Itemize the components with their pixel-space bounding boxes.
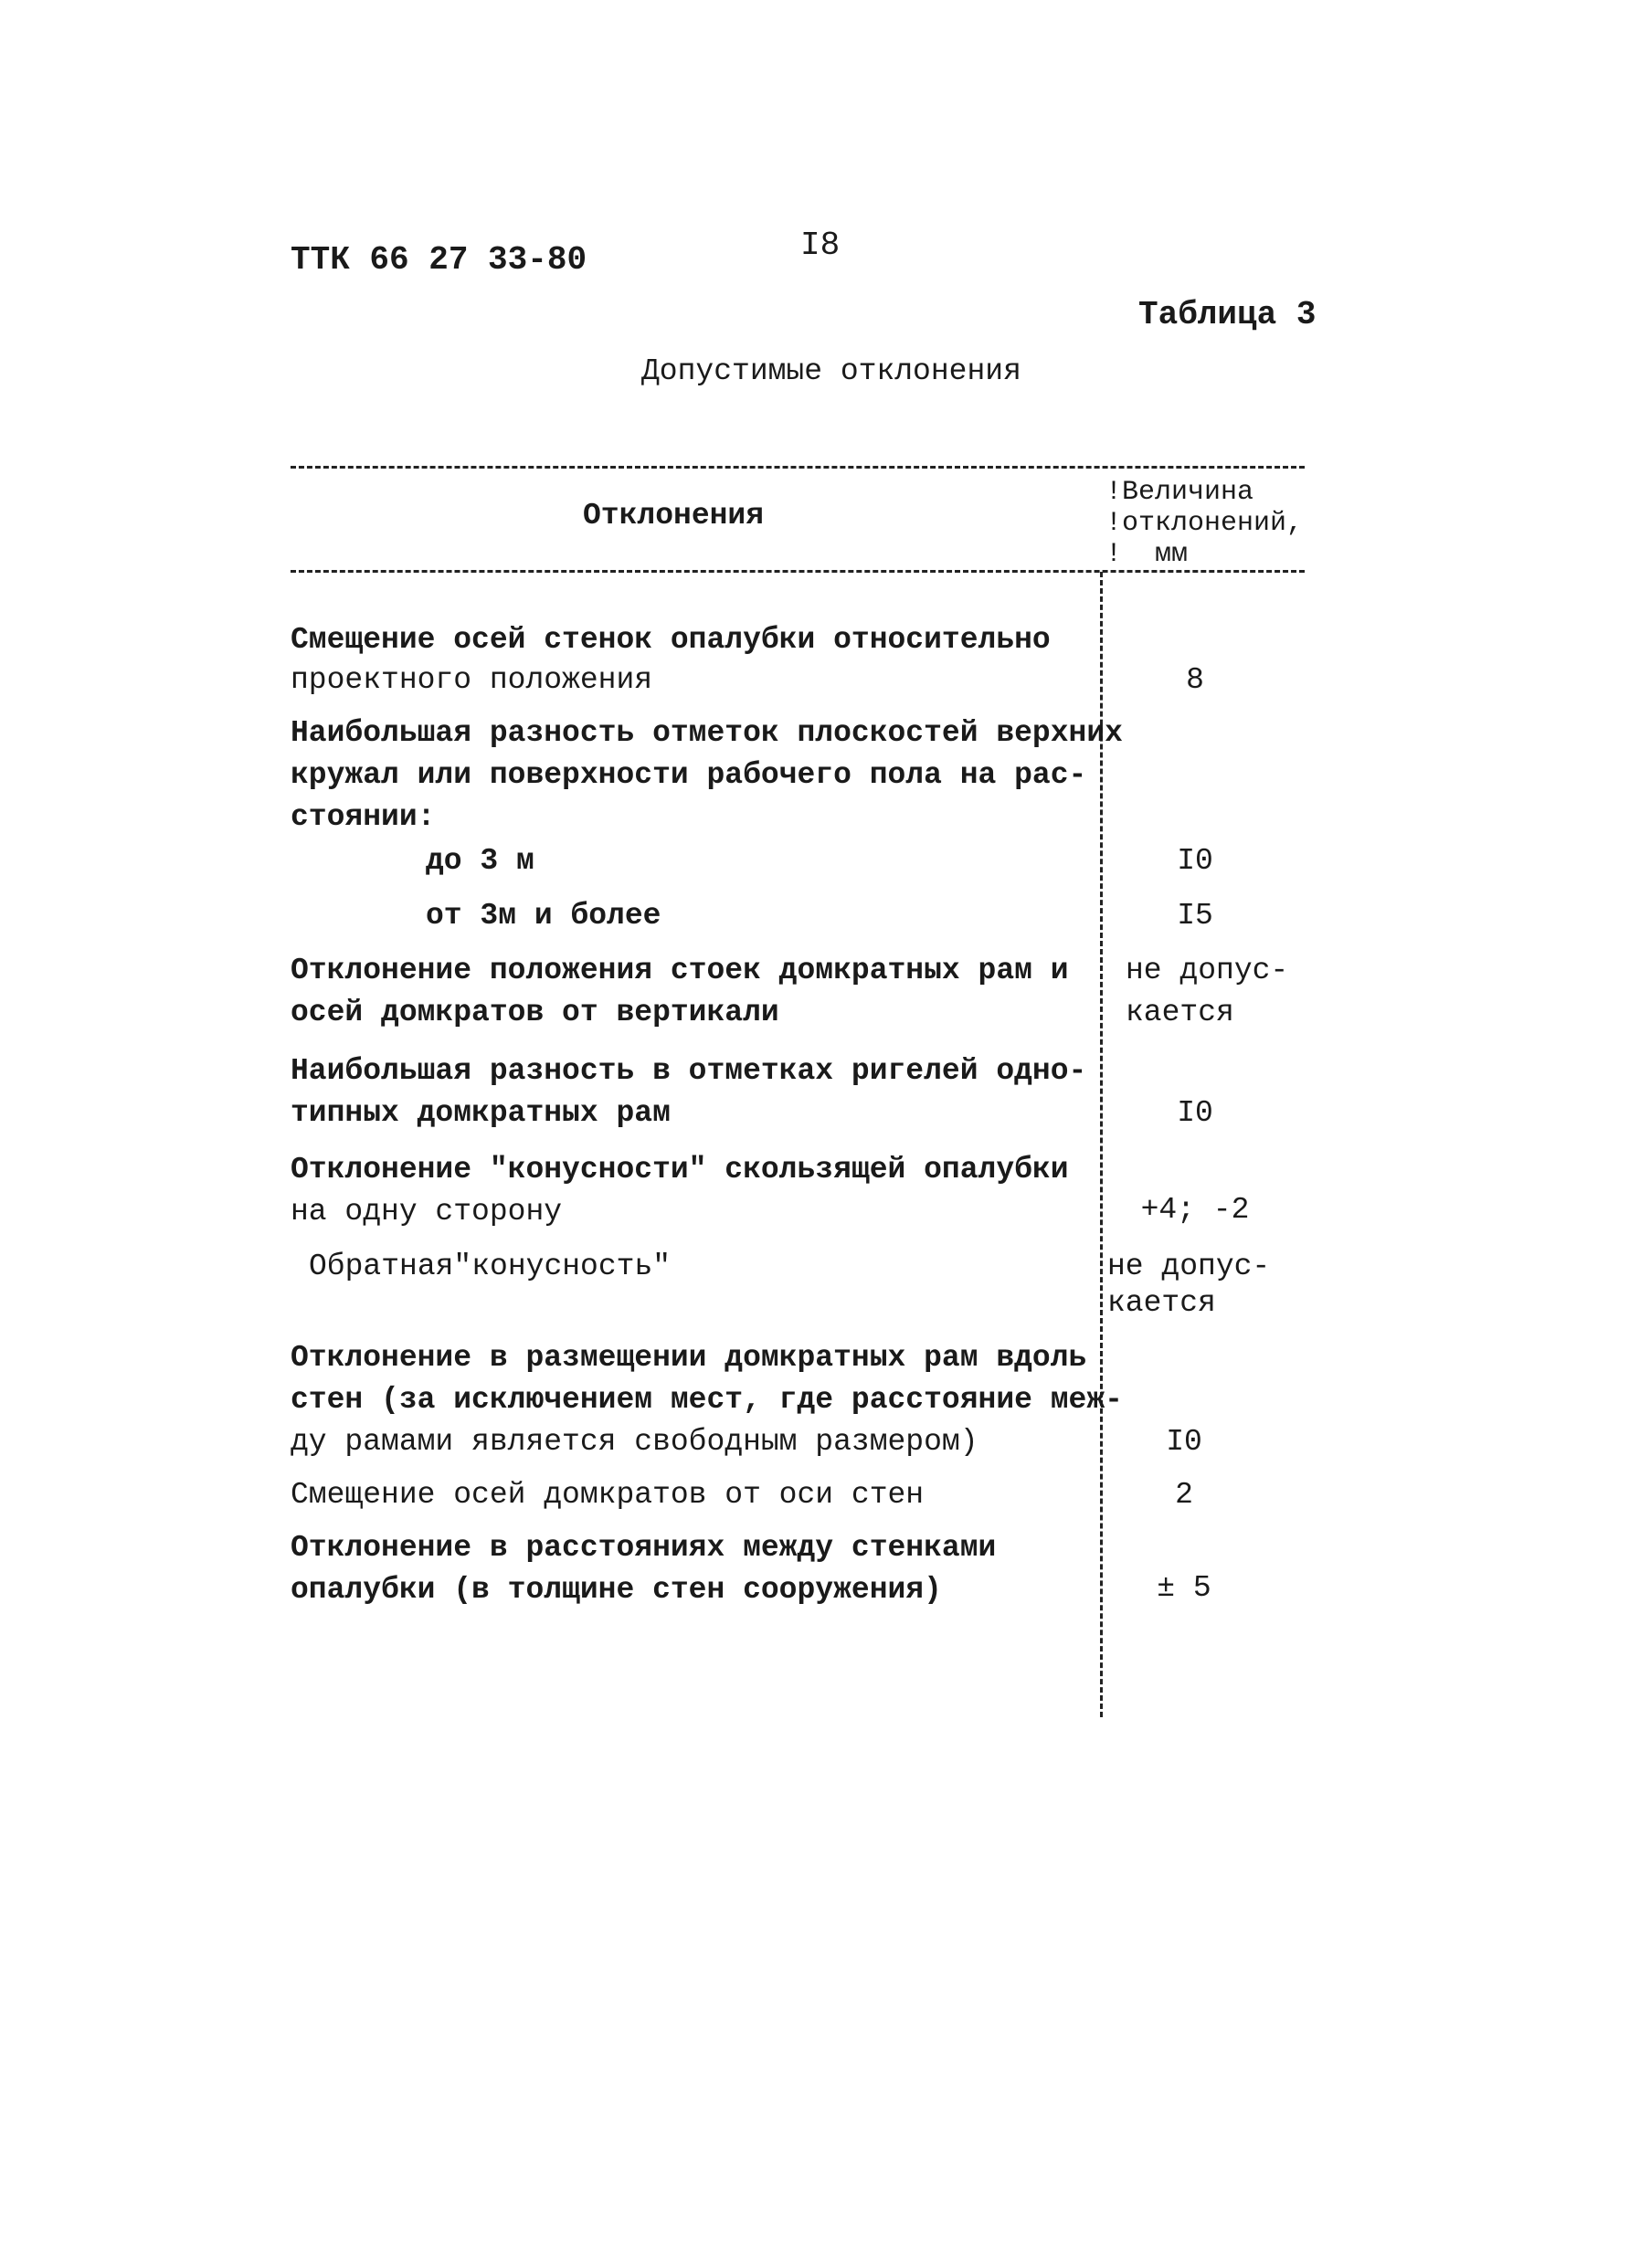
table-row-value: не допус- [1107,1250,1271,1283]
page-number: I8 [800,227,841,264]
table-row-text: типных домкратных рам [291,1096,671,1130]
table-row-text: Наибольшая разность отметок плоскостей верхних [291,716,1123,750]
table-row-value: не допус- [1126,954,1289,987]
table-row-value: кается [1107,1286,1216,1320]
table-row-text: проектного положения [291,663,653,697]
table-row-text: Смещение осей домкратов от оси стен [291,1478,925,1512]
document-code: ТТК 66 27 33-80 [291,241,587,279]
table-row-text: Смещение осей стенок опалубки относительно [291,623,1051,657]
table-row-value: I5 [1177,899,1213,933]
table-label: Таблица 3 [1138,296,1317,333]
table-row-value: 2 [1175,1478,1193,1512]
table-row-text: Отклонение положения стоек домкратных рам и [291,954,1069,987]
table-row-value: I0 [1177,844,1213,878]
table-row-text: Наибольшая разность в отметках ригелей одно- [291,1054,1087,1088]
table-row-text: до 3 м [426,844,534,878]
column-header-deviation: Отклонения [583,499,765,533]
table-row-text: стоянии: [291,800,436,834]
table-title: Допустимые отклонения [641,354,1021,388]
table-row-value: I0 [1166,1425,1202,1459]
table-row-value: кается [1126,996,1234,1029]
table-row-text: кружал или поверхности рабочего пола на рас- [291,758,1087,792]
column-header-value: ! мм [1105,539,1189,570]
table-row-text: Отклонение в расстояниях между стенками [291,1531,997,1565]
column-header-value: !Величина [1105,477,1254,508]
table-row-text: стен (за исключением мест, где расстояние меж- [291,1383,1123,1417]
table-row-text: Обратная"конусность" [309,1250,672,1283]
column-header-value: !отклонений, [1105,508,1304,539]
table-row-text: осей домкратов от вертикали [291,996,779,1029]
table-row-value: +4; -2 [1140,1193,1250,1227]
table-row-text: ду рамами является свободным размером) [291,1425,978,1459]
table-row-text: от 3м и более [426,899,661,933]
table-row-text: опалубки (в толщине стен сооружения) [291,1573,942,1607]
header-bottom-rule [291,570,1305,573]
table-row-text: Отклонение "конусности" скользящей опалубки [291,1153,1069,1187]
table-row-value: I0 [1177,1096,1213,1130]
table-row-value: ± 5 [1157,1571,1211,1605]
table-row-text: на одну сторону [291,1195,563,1229]
table-row-text: Отклонение в размещении домкратных рам вдоль [291,1341,1087,1375]
table-row-value: 8 [1186,663,1204,697]
table-top-rule [291,466,1305,469]
